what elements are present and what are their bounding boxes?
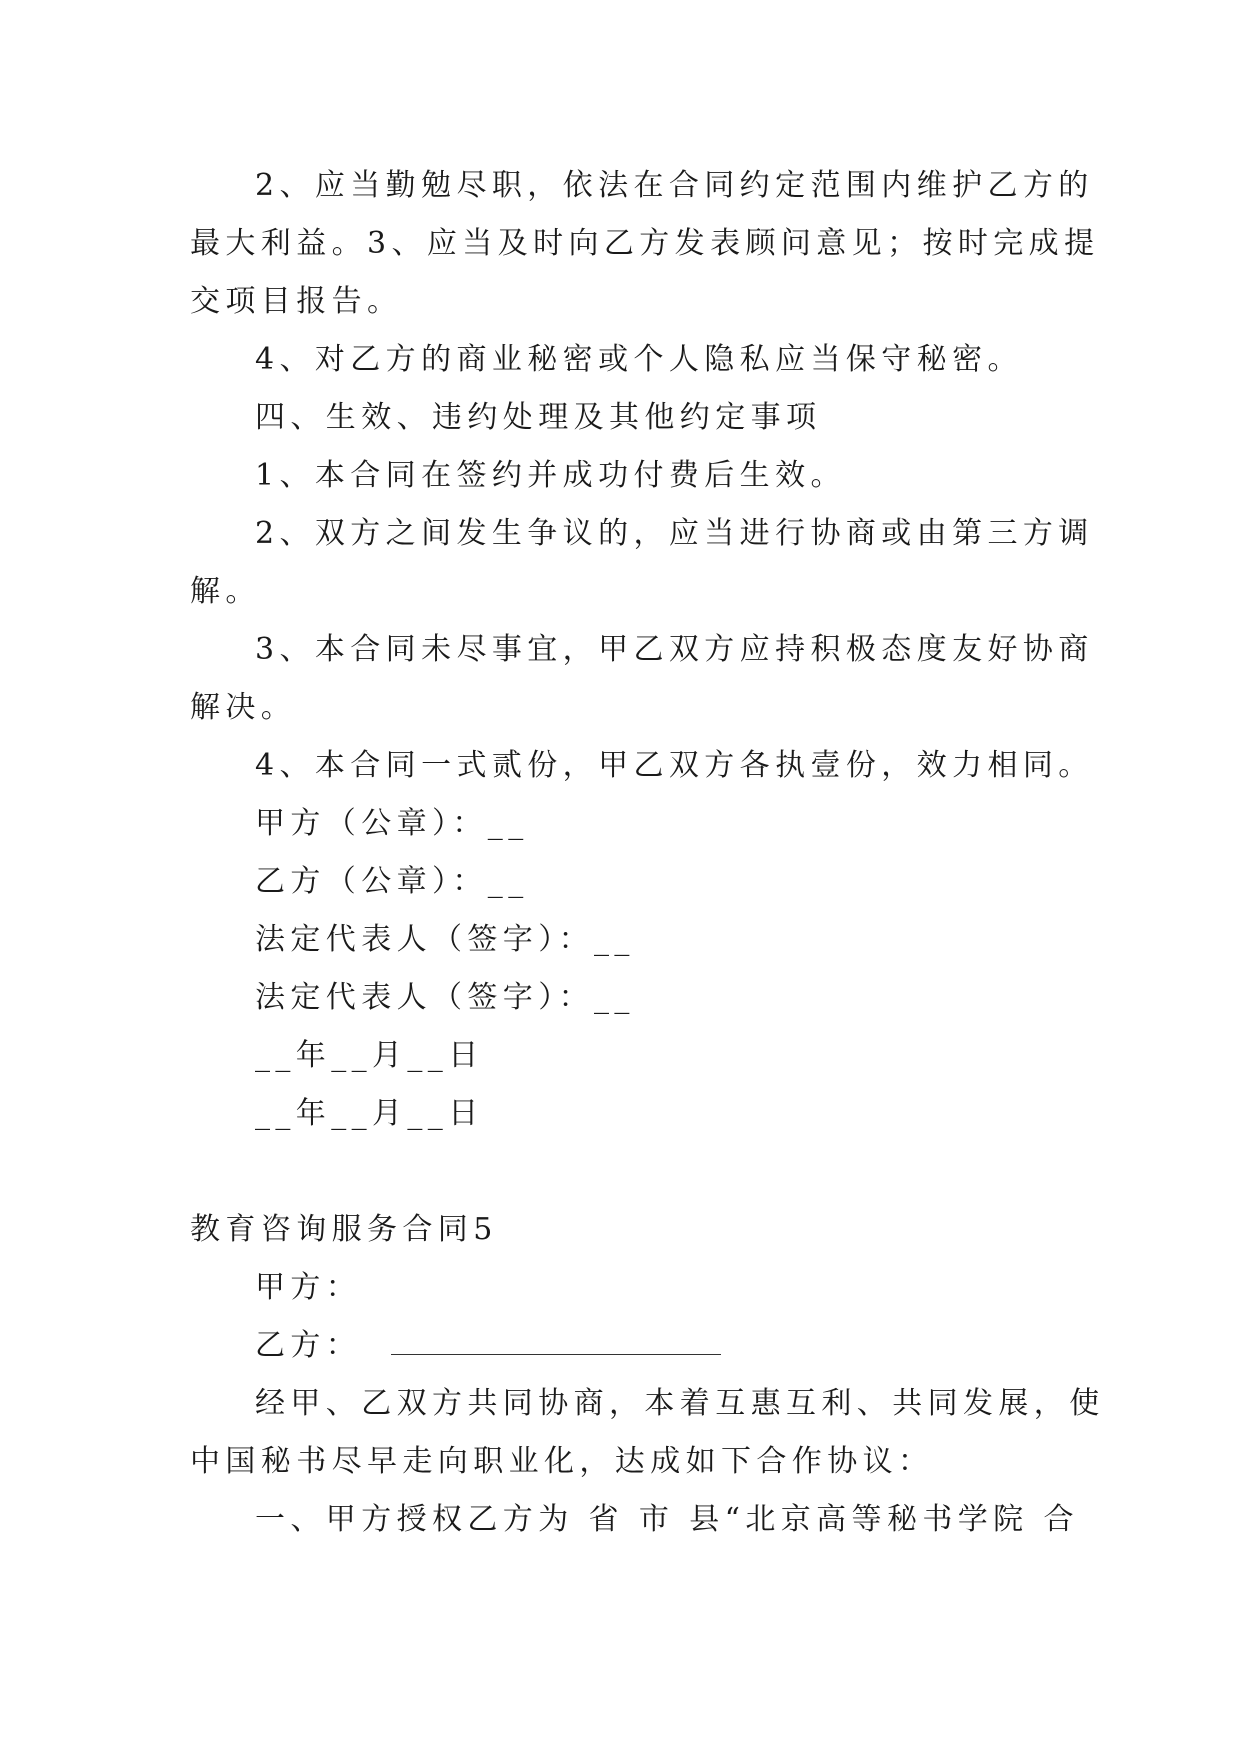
clause-4-confidentiality: 4、对乙方的商业秘密或个人隐私应当保守秘密。 xyxy=(255,342,1023,377)
clause-2-duty: 2、应当勤勉尽职，依法在合同约定范围内维护乙方的 xyxy=(255,168,1094,203)
agreement-intro: 经甲、乙双方共同协商，本着互惠互利、共同发展，使 xyxy=(255,1386,1105,1421)
legal-rep-signature-b: 法定代表人（签字）：__ xyxy=(255,980,635,1015)
signing-date-b: __年__月__日 xyxy=(255,1096,484,1131)
party-a-label: 甲方： xyxy=(255,1270,362,1305)
effect-clause-3: 3、本合同未尽事宜，甲乙双方应持积极态度友好协商 xyxy=(255,632,1094,667)
effect-clause-3-continuation: 解决。 xyxy=(190,690,297,725)
party-b-label: 乙方： xyxy=(255,1328,362,1363)
signing-date-a: __年__月__日 xyxy=(255,1038,484,1073)
effect-clause-4: 4、本合同一式贰份，甲乙双方各执壹份，效力相同。 xyxy=(255,748,1094,783)
contract-5-title: 教育咨询服务合同5 xyxy=(190,1212,498,1247)
effect-clause-2: 2、双方之间发生争议的，应当进行协商或由第三方调 xyxy=(255,516,1094,551)
effect-clause-2-continuation: 解。 xyxy=(190,574,261,609)
clause-3-continuation: 交项目报告。 xyxy=(190,284,403,319)
section-4-heading: 四、生效、违约处理及其他约定事项 xyxy=(255,400,822,435)
agreement-intro-continuation: 中国秘书尽早走向职业化，达成如下合作协议： xyxy=(190,1444,934,1479)
legal-rep-signature-a: 法定代表人（签字）：__ xyxy=(255,922,635,957)
party-b-seal: 乙方（公章）：__ xyxy=(255,864,529,899)
party-a-seal: 甲方（公章）：__ xyxy=(255,806,529,841)
effect-clause-1: 1、本合同在签约并成功付费后生效。 xyxy=(255,458,846,493)
party-b-row xyxy=(255,1326,721,1366)
authorization-clause-1: 一、甲方授权乙方为 省 市 县“北京高等秘书学院 合 xyxy=(255,1502,1079,1537)
party-b-blank-line xyxy=(391,1328,721,1355)
clause-2-3-continuation: 最大利益。3、应当及时向乙方发表顾问意见；按时完成提 xyxy=(190,226,1100,261)
